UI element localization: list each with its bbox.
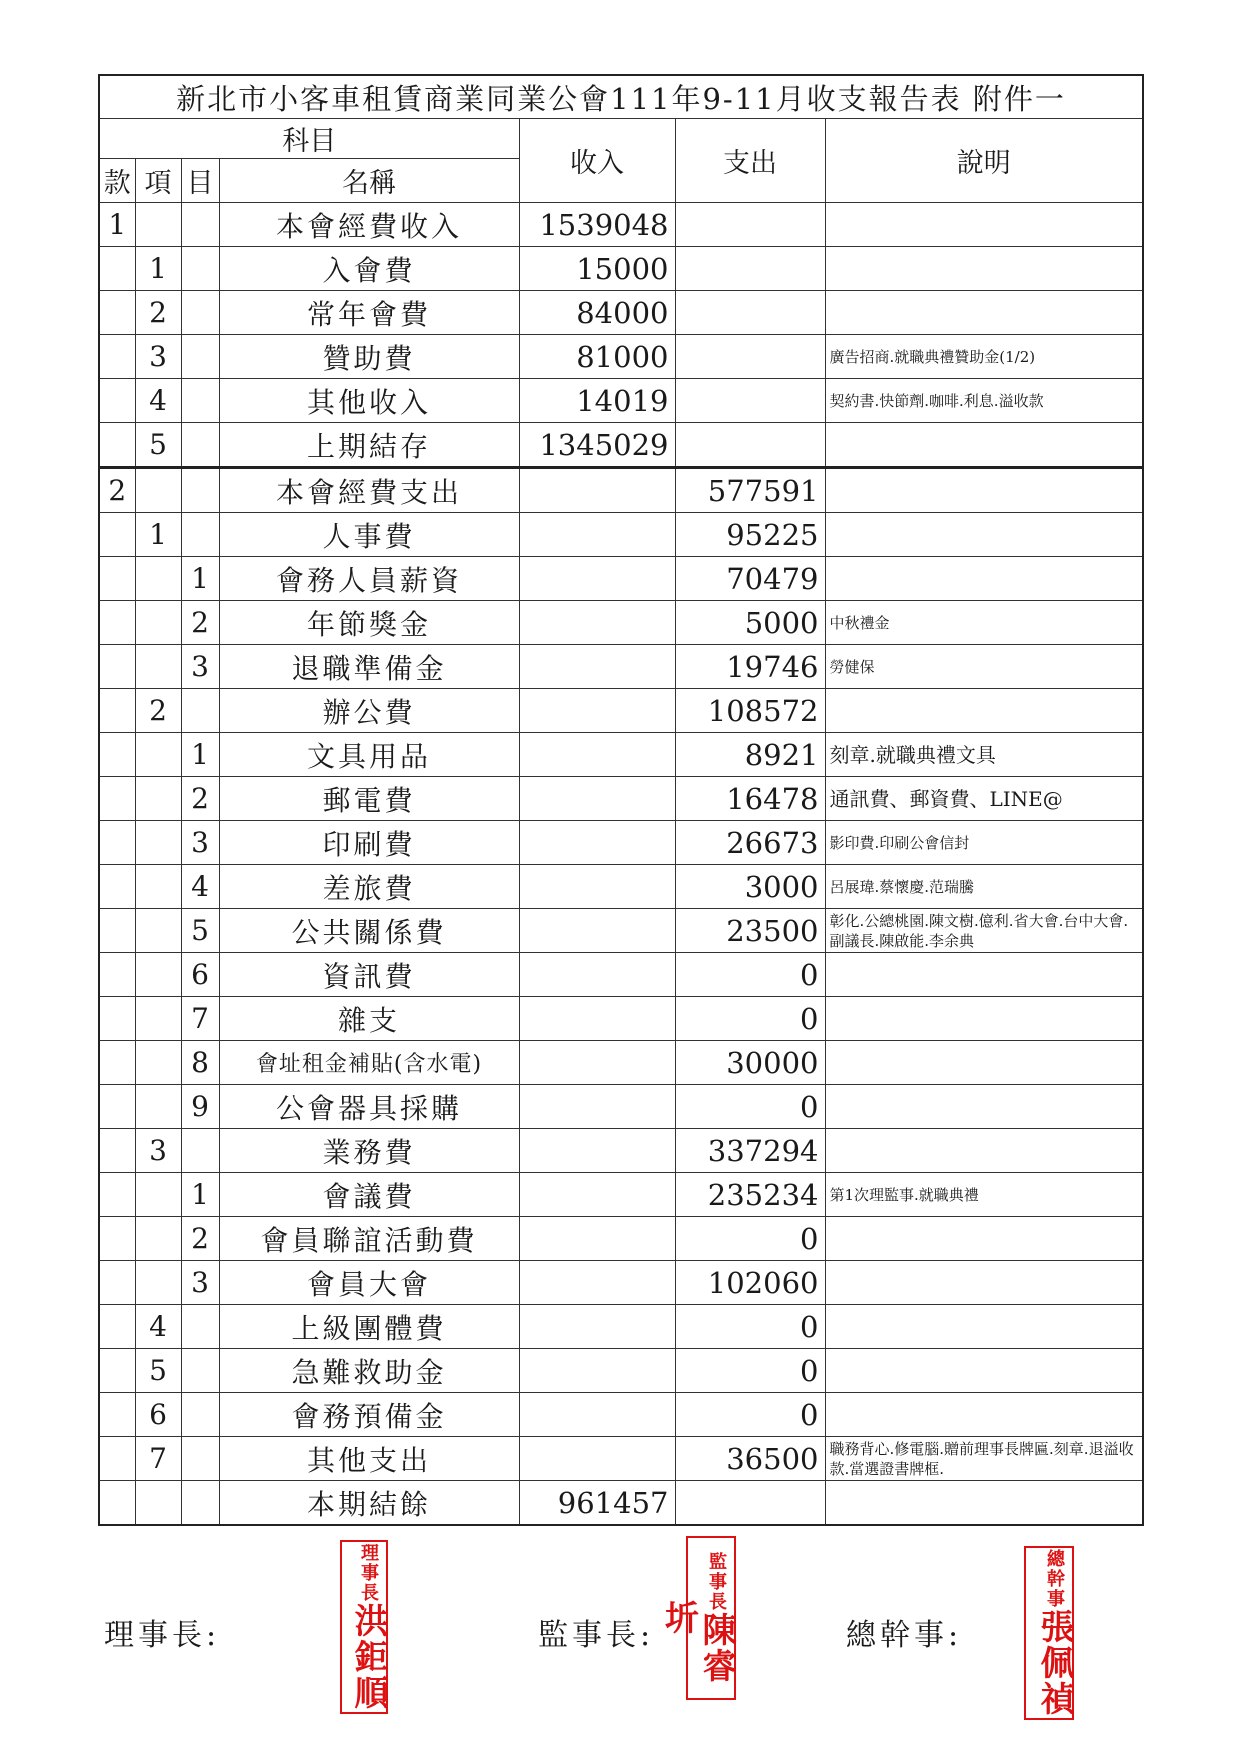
xiang-cell: [135, 203, 181, 247]
note-cell: [825, 1481, 1143, 1526]
note-cell: [825, 423, 1143, 468]
mu-cell: 2: [181, 777, 219, 821]
expense-cell: 70479: [675, 557, 825, 601]
table-row: [99, 1129, 1143, 1173]
note-cell: 彰化.公總桃園.陳文樹.億利.省大會.台中大會.副議長.陳啟能.李余典: [825, 909, 1143, 953]
mu-cell: [181, 513, 219, 557]
kuan-cell: [99, 423, 135, 468]
income-cell: [519, 865, 675, 909]
xiang-cell: 3: [135, 335, 181, 379]
kuan-cell: [99, 953, 135, 997]
note-cell: 廣告招商.就職典禮贊助金(1/2): [825, 335, 1143, 379]
note-cell: 通訊費、郵資費、LINE@: [825, 777, 1143, 821]
item-name-cell: 入會費: [219, 247, 519, 291]
expense-cell: 0: [675, 1349, 825, 1393]
note-cell: [825, 689, 1143, 733]
note-cell: 勞健保: [825, 645, 1143, 689]
item-name-cell: 本期結餘: [219, 1481, 519, 1526]
mu-cell: [181, 335, 219, 379]
kuan-cell: [99, 1261, 135, 1305]
income-cell: [519, 601, 675, 645]
mu-cell: 4: [181, 865, 219, 909]
xiang-cell: 6: [135, 1393, 181, 1437]
expense-cell: [675, 247, 825, 291]
expense-cell: 95225: [675, 513, 825, 557]
xiang-cell: [135, 1261, 181, 1305]
expense-cell: 0: [675, 1305, 825, 1349]
note-cell: [825, 953, 1143, 997]
xiang-cell: 4: [135, 1305, 181, 1349]
kuan-cell: [99, 1085, 135, 1129]
item-name-cell: 雜支: [219, 997, 519, 1041]
xiang-cell: 4: [135, 379, 181, 423]
kuan-cell: [99, 1305, 135, 1349]
income-cell: [519, 1349, 675, 1393]
mu-cell: 6: [181, 953, 219, 997]
kuan-cell: [99, 1173, 135, 1217]
item-name-cell: 會議費: [219, 1173, 519, 1217]
note-header: 說明: [825, 119, 1143, 203]
item-name-cell: 會址租金補貼(含水電): [219, 1041, 519, 1085]
expense-cell: 5000: [675, 601, 825, 645]
kuan-cell: [99, 335, 135, 379]
mu-cell: [181, 1393, 219, 1437]
income-cell: 1539048: [519, 203, 675, 247]
item-name-cell: 本會經費支出: [219, 468, 519, 513]
kuan-cell: [99, 379, 135, 423]
income-cell: 1345029: [519, 423, 675, 468]
note-cell: [825, 1085, 1143, 1129]
income-cell: [519, 1129, 675, 1173]
income-cell: [519, 909, 675, 953]
table-row: [99, 865, 1143, 909]
xiang-cell: 3: [135, 1129, 181, 1173]
item-name-cell: 辦公費: [219, 689, 519, 733]
expense-cell: [675, 291, 825, 335]
xiang-cell: [135, 468, 181, 513]
mu-cell: 3: [181, 1261, 219, 1305]
table-row: [99, 733, 1143, 777]
table-row: [99, 1349, 1143, 1393]
note-cell: 刻章.就職典禮文具: [825, 733, 1143, 777]
chairman-seal-title: 理事長: [358, 1543, 379, 1603]
secretary-seal: [1024, 1546, 1074, 1720]
kuan-cell: [99, 1393, 135, 1437]
supervisor-seal: [658, 1536, 736, 1700]
expense-cell: [675, 335, 825, 379]
xiang-header: 項: [135, 159, 181, 203]
table-row: [99, 423, 1143, 468]
expense-cell: 19746: [675, 645, 825, 689]
note-cell: [825, 291, 1143, 335]
name-header: 名稱: [219, 159, 519, 203]
income-cell: [519, 733, 675, 777]
kuan-cell: [99, 557, 135, 601]
note-cell: 呂展瑋.蔡懷慶.范瑞騰: [825, 865, 1143, 909]
mu-cell: [181, 291, 219, 335]
mu-cell: 3: [181, 821, 219, 865]
item-name-cell: 其他支出: [219, 1437, 519, 1481]
expense-header: 支出: [675, 119, 825, 203]
mu-cell: 8: [181, 1041, 219, 1085]
xiang-cell: [135, 601, 181, 645]
table-row: [99, 601, 1143, 645]
income-cell: [519, 1261, 675, 1305]
income-cell: [519, 777, 675, 821]
xiang-cell: [135, 645, 181, 689]
item-name-cell: 上級團體費: [219, 1305, 519, 1349]
xiang-cell: 2: [135, 291, 181, 335]
expense-cell: [675, 1481, 825, 1526]
expense-cell: 235234: [675, 1173, 825, 1217]
xiang-cell: 5: [135, 423, 181, 468]
expense-cell: 0: [675, 1085, 825, 1129]
income-cell: [519, 557, 675, 601]
item-name-cell: 上期結存: [219, 423, 519, 468]
kuan-cell: [99, 1481, 135, 1526]
income-cell: [519, 513, 675, 557]
item-name-cell: 資訊費: [219, 953, 519, 997]
expense-cell: 23500: [675, 909, 825, 953]
supervisor-seal-title: 監事長: [706, 1552, 727, 1612]
note-cell: 契約書.快節劑.咖啡.利息.溢收款: [825, 379, 1143, 423]
xiang-cell: [135, 821, 181, 865]
xiang-cell: [135, 953, 181, 997]
kuan-cell: [99, 777, 135, 821]
income-cell: [519, 689, 675, 733]
note-cell: [825, 557, 1143, 601]
table-row: [99, 1085, 1143, 1129]
note-cell: [825, 1041, 1143, 1085]
income-cell: 81000: [519, 335, 675, 379]
item-name-cell: 會務人員薪資: [219, 557, 519, 601]
table-row: [99, 1437, 1143, 1481]
item-name-cell: 本會經費收入: [219, 203, 519, 247]
mu-cell: 1: [181, 733, 219, 777]
report-title: 新北市小客車租賃商業同業公會111年9-11月收支報告表 附件一: [99, 75, 1143, 119]
expense-cell: 337294: [675, 1129, 825, 1173]
item-name-cell: 贊助費: [219, 335, 519, 379]
table-row: [99, 777, 1143, 821]
note-cell: [825, 203, 1143, 247]
item-name-cell: 年節獎金: [219, 601, 519, 645]
kuan-cell: [99, 689, 135, 733]
xiang-cell: [135, 1041, 181, 1085]
note-cell: [825, 1349, 1143, 1393]
note-cell: [825, 1393, 1143, 1437]
kuan-cell: [99, 1041, 135, 1085]
xiang-cell: [135, 1481, 181, 1526]
mu-cell: 9: [181, 1085, 219, 1129]
note-cell: 第1次理監事.就職典禮: [825, 1173, 1143, 1217]
supervisor-seal-name: 陳睿圻: [658, 1600, 736, 1684]
note-cell: [825, 1305, 1143, 1349]
income-cell: [519, 953, 675, 997]
income-cell: [519, 1217, 675, 1261]
mu-cell: [181, 689, 219, 733]
kuan-cell: [99, 645, 135, 689]
table-row: [99, 557, 1143, 601]
xiang-cell: [135, 1217, 181, 1261]
mu-cell: [181, 1481, 219, 1526]
expense-cell: 102060: [675, 1261, 825, 1305]
note-cell: 影印費.印刷公會信封: [825, 821, 1143, 865]
mu-cell: [181, 1437, 219, 1481]
table-row: [99, 468, 1143, 513]
expense-cell: 36500: [675, 1437, 825, 1481]
income-cell: [519, 821, 675, 865]
expense-cell: [675, 203, 825, 247]
expense-cell: 0: [675, 997, 825, 1041]
income-cell: 961457: [519, 1481, 675, 1526]
table-row: [99, 645, 1143, 689]
income-cell: 84000: [519, 291, 675, 335]
item-name-cell: 差旅費: [219, 865, 519, 909]
expense-cell: 0: [675, 953, 825, 997]
expense-cell: 16478: [675, 777, 825, 821]
kuan-cell: [99, 821, 135, 865]
xiang-cell: [135, 1085, 181, 1129]
kuan-cell: [99, 865, 135, 909]
income-cell: [519, 1085, 675, 1129]
note-cell: [825, 1217, 1143, 1261]
item-name-cell: 公會器具採購: [219, 1085, 519, 1129]
chairman-signature-label: 理事長:: [104, 1618, 221, 1653]
xiang-cell: [135, 733, 181, 777]
mu-header: 目: [181, 159, 219, 203]
secretary-signature-label: 總幹事:: [846, 1618, 963, 1653]
mu-cell: 2: [181, 1217, 219, 1261]
income-cell: 15000: [519, 247, 675, 291]
table-row: [99, 1173, 1143, 1217]
item-name-cell: 急難救助金: [219, 1349, 519, 1393]
xiang-cell: 5: [135, 1349, 181, 1393]
report-sheet: [98, 74, 1142, 1526]
table-row: [99, 821, 1143, 865]
kuan-cell: [99, 997, 135, 1041]
table-row: [99, 203, 1143, 247]
mu-cell: [181, 423, 219, 468]
mu-cell: [181, 203, 219, 247]
secretary-seal-title: 總幹事: [1044, 1549, 1065, 1609]
item-name-cell: 其他收入: [219, 379, 519, 423]
table-row: [99, 1261, 1143, 1305]
mu-cell: [181, 379, 219, 423]
xiang-cell: [135, 557, 181, 601]
xiang-cell: 7: [135, 1437, 181, 1481]
mu-cell: [181, 1349, 219, 1393]
note-cell: [825, 513, 1143, 557]
table-row: [99, 1305, 1143, 1349]
subject-header: 科目: [99, 119, 519, 159]
kuan-cell: 2: [99, 468, 135, 513]
kuan-cell: [99, 733, 135, 777]
xiang-cell: [135, 909, 181, 953]
xiang-cell: [135, 997, 181, 1041]
item-name-cell: 人事費: [219, 513, 519, 557]
kuan-cell: [99, 247, 135, 291]
mu-cell: 5: [181, 909, 219, 953]
table-row: [99, 1217, 1143, 1261]
mu-cell: 1: [181, 1173, 219, 1217]
note-cell: [825, 468, 1143, 513]
mu-cell: [181, 1129, 219, 1173]
income-cell: [519, 1437, 675, 1481]
item-name-cell: 退職準備金: [219, 645, 519, 689]
table-row: [99, 1481, 1143, 1526]
mu-cell: [181, 247, 219, 291]
income-cell: 14019: [519, 379, 675, 423]
note-cell: [825, 247, 1143, 291]
xiang-cell: [135, 1173, 181, 1217]
income-cell: [519, 997, 675, 1041]
note-cell: [825, 997, 1143, 1041]
item-name-cell: 文具用品: [219, 733, 519, 777]
table-row: [99, 335, 1143, 379]
note-cell: 職務背心.修電腦.贈前理事長牌匾.刻章.退溢收款.當選證書牌框.: [825, 1437, 1143, 1481]
table-row: [99, 379, 1143, 423]
income-cell: [519, 1393, 675, 1437]
item-name-cell: 郵電費: [219, 777, 519, 821]
item-name-cell: 會務預備金: [219, 1393, 519, 1437]
report-table: [98, 74, 1144, 1526]
kuan-cell: [99, 513, 135, 557]
mu-cell: [181, 468, 219, 513]
kuan-cell: [99, 1437, 135, 1481]
income-cell: [519, 1041, 675, 1085]
item-name-cell: 業務費: [219, 1129, 519, 1173]
expense-cell: [675, 423, 825, 468]
supervisor-signature-label: 監事長:: [538, 1618, 655, 1653]
chairman-seal: [340, 1540, 388, 1714]
note-cell: 中秋禮金: [825, 601, 1143, 645]
table-row: [99, 1041, 1143, 1085]
kuan-cell: [99, 1217, 135, 1261]
mu-cell: 2: [181, 601, 219, 645]
income-cell: [519, 645, 675, 689]
expense-cell: 8921: [675, 733, 825, 777]
xiang-cell: [135, 865, 181, 909]
mu-cell: 7: [181, 997, 219, 1041]
expense-cell: 108572: [675, 689, 825, 733]
kuan-cell: [99, 601, 135, 645]
note-cell: [825, 1129, 1143, 1173]
xiang-cell: 2: [135, 689, 181, 733]
xiang-cell: [135, 777, 181, 821]
chairman-seal-name: 洪鉅順: [348, 1603, 388, 1711]
mu-cell: [181, 1305, 219, 1349]
kuan-cell: [99, 291, 135, 335]
expense-cell: 26673: [675, 821, 825, 865]
expense-cell: 3000: [675, 865, 825, 909]
table-row: [99, 1393, 1143, 1437]
expense-cell: 0: [675, 1217, 825, 1261]
income-cell: [519, 468, 675, 513]
table-row: [99, 997, 1143, 1041]
note-cell: [825, 1261, 1143, 1305]
table-row: [99, 247, 1143, 291]
kuan-cell: [99, 1349, 135, 1393]
secretary-seal-name: 張佩禎: [1034, 1609, 1074, 1717]
table-row: [99, 953, 1143, 997]
kuan-header: 款: [99, 159, 135, 203]
expense-cell: 0: [675, 1393, 825, 1437]
xiang-cell: 1: [135, 247, 181, 291]
item-name-cell: 常年會費: [219, 291, 519, 335]
table-row: [99, 689, 1143, 733]
table-row: [99, 513, 1143, 557]
income-header: 收入: [519, 119, 675, 203]
table-row: [99, 909, 1143, 953]
expense-cell: 577591: [675, 468, 825, 513]
income-cell: [519, 1305, 675, 1349]
xiang-cell: 1: [135, 513, 181, 557]
mu-cell: 3: [181, 645, 219, 689]
kuan-cell: [99, 909, 135, 953]
item-name-cell: 公共關係費: [219, 909, 519, 953]
item-name-cell: 會員聯誼活動費: [219, 1217, 519, 1261]
income-cell: [519, 1173, 675, 1217]
kuan-cell: 1: [99, 203, 135, 247]
table-row: [99, 291, 1143, 335]
item-name-cell: 印刷費: [219, 821, 519, 865]
mu-cell: 1: [181, 557, 219, 601]
item-name-cell: 會員大會: [219, 1261, 519, 1305]
kuan-cell: [99, 1129, 135, 1173]
expense-cell: [675, 379, 825, 423]
expense-cell: 30000: [675, 1041, 825, 1085]
